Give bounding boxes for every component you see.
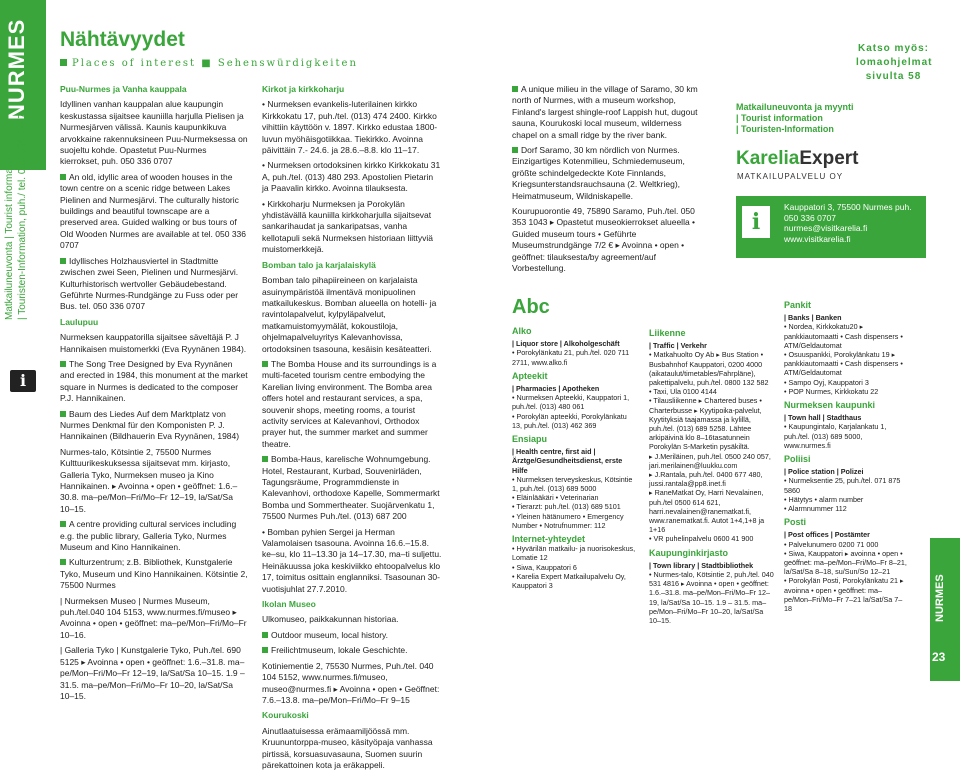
subtitle-text: Places of interest ■ Sehenswürdigkeiten [72, 58, 358, 69]
paragraph: | Galleria Tyko | Kunstgalerie Tyko, Puh./tel. 690 5125 ▸ Avoinna • open • geöffnet: 1.6.–31.8. ma–pe/Mon–Fri/Mo–Fr 12–19, la/Sat/Sa 10–15. 1.9 – 31.5. ma–pe/Mon–Fri/Mo–Fr 10–20, la/Sat/Sa 10–15. [60, 645, 245, 701]
section-heading: Kourukoski [262, 710, 309, 721]
section-heading: Bomban talo ja karjalaiskylä [262, 259, 376, 270]
paragraph-text: Bomba-Haus, karelische Wohnumgebung. Hotel, Restaurant, Kurbad, Souvenirläden, Tagungsräume, Programmdienste in Kalevanhovi, orthodoxe Kapelle, Sommermarkt Bomba und Sommertheater. Suojärvenkatu 1, 75500 Nurmes Puh./tel. (013) 687 200 [262, 454, 440, 522]
paragraph: Ainutlaatuisessa erämaamiljöössä mm. Kruununtorppa-museo, käsityöpaja vanhassa pirtissä, korsuasuvasauna, Suomen suurin pärekattoinen kota ja eräkappeli. [262, 725, 433, 770]
paragraph [60, 256, 248, 313]
service-entry: | Traffic | Verkehr [649, 341, 707, 351]
paragraph: • Kirkkoharju Nurmeksen ja Porokylän yhdistävällä kauniilla kirkkoharjulla sijaitsevat sankarihaudat ja sankaripatsas, vanha kellotapuli sekä Nurmeksen historiaan liittyviä muistomerkkejä. [262, 198, 434, 255]
service-entry: • Palvelunumero 0200 71 000 [784, 539, 879, 549]
paragraph [262, 359, 442, 450]
service-entry: • Siwa, Kauppatori 6 [512, 562, 577, 572]
service-entry: ▸ J.Meriläinen, puh./tel. 0500 240 057, jari.merilainen@luukku.com [649, 451, 771, 470]
page-title: Nähtävyydet [60, 28, 185, 51]
footer-title: NURMES [934, 574, 946, 622]
paragraph [60, 519, 248, 553]
paragraph-text: Idyllisches Holzhausviertel in Stadtmitte zwischen zwei Seen, Pielinen und Nurmesjärvi. Kulturhistorisch wertvoller Gebäudebestand. Geführte Nurmes-Rundgänge zu Fuss oder per Bus. tel. 050 336 0707 [60, 255, 239, 312]
service-entry: | Liquor store | Alkoholgeschäft [512, 339, 620, 349]
logo-subtitle: MATKAILUPALVELU OY [737, 172, 844, 181]
service-entry: • VR puhelinpalvelu 0600 41 900 [649, 534, 754, 544]
page-subtitle [60, 58, 358, 69]
service-entry: | Banks | Banken [784, 313, 842, 323]
service-heading: Internet-yhteydet [512, 534, 586, 545]
service-heading: Posti [784, 517, 807, 528]
service-entry: • Yleinen hätänumero • Emergency Number • Notrufnummer: 112 [512, 511, 624, 530]
service-entry: • Taxi, Ula 0100 4144 [649, 387, 717, 397]
services-column-2 [649, 324, 774, 625]
section-heading: Puu-Nurmes ja Vanha kauppala [60, 84, 187, 94]
paragraph [60, 557, 248, 591]
paragraph-text: An old, idyllic area of wooden houses in the town centre on a scenic ridge between Lakes Pielinen and Nurmesjärvi. The culturally historic buildings and beautiful townscape are a preserved area. Guided walking or bus tours of Old Wooden Nurmes are available at tel. 050 336 0707 [60, 171, 247, 251]
paragraph-text: Freilichtmuseum, lokale Geschichte. [271, 645, 408, 656]
service-entry: • Hätytys • alarm number [784, 494, 864, 504]
service-entry: | Post offices | Postämter [784, 530, 870, 540]
paragraph-text: The Bomba House and its surroundings is a multi-faceted tourism centre embodying the Karelian living environment. The Bomba area offers hotel and restaurant services, a spa, souvenir shops, meeting rooms, a tourist activity services at Kalevanhovi, Orthodox prayer hut, the summer market and summer theatre. [262, 358, 437, 449]
contact-box [736, 196, 926, 258]
service-entry: | Police station | Polizei [784, 467, 864, 477]
square-icon [60, 411, 66, 417]
paragraph-text: Kulturzentrum; z.B. Bibliothek, Kunstgalerie Tyko, Museum und Kino Hannikainen. Kötsintie 2, 75500 Nurmes [60, 557, 248, 591]
logo-text-1: Karelia [736, 148, 800, 169]
paragraph: | Nurmeksen Museo | Nurmes Museum, puh./tel.040 104 5153, www.nurmes.fi/museo ▸ Avoinna • open • geöffnet: ma–pe/Mon–Fri/Mo–Fr 10–16. [60, 595, 247, 640]
service-heading: Poliisi [784, 454, 811, 465]
page-number: 23 [932, 650, 946, 664]
service-entry: • POP Nurmes, Kirkkokatu 22 [784, 386, 879, 396]
service-entry: • Nurmeksen terveyskeskus, Kötsintie 1, puh./tel. (013) 689 5000 [512, 474, 633, 494]
paragraph [512, 145, 707, 202]
service-entry: • Porokylänkatu 21, puh./tel. 020 711 2711, www.alko.fi [512, 348, 630, 367]
service-entry: • Tierarzt: puh./tel. (013) 689 5101 [512, 502, 621, 512]
section-heading: Laulupuu [60, 316, 99, 327]
side-title: NURMES [4, 18, 29, 120]
service-entry: ▸ RaneMatkat Oy, Harri Nevalainen, puh./tel 0500 614 621, harri.nevalainen@ranematkat.fi, www.ranematkat.fi. Autot 1+4,1+8 ja 1+16 [649, 488, 765, 535]
paragraph [262, 454, 442, 522]
square-icon [60, 59, 67, 66]
service-entry: • Kaupungintalo, Karjalankatu 1, puh./tel. (013) 689 5000, www.nurmes.fi [784, 422, 887, 450]
paragraph-text: Dorf Saramo, 30 km nördlich von Nurmes. Einzigartiges Kotenmilieu, Schmiedemuseum, größte schindelgedeckte Kote Finnlands, Kriegsunterstandsrauchsauna (2. Weltkrieg), Heimatmuseum, Wildniskapelle. [512, 145, 685, 201]
service-entry: • Siwa, Kauppatori ▸ avoinna • open • geöffnet: ma–pe/Mon–Fri/Mo–Fr 8–21, la/Sat/Sa 8–18, su/Sun/So 12–21 [784, 548, 907, 577]
paragraph-text: The Song Tree Designed by Eva Ryynänen and erected in 1984, this monument at the market square in Nurmes is dedicated to the composer P.J. Hannikainen. [60, 358, 248, 404]
service-heading: Alko [512, 326, 532, 336]
service-entry: | Town library | Stadtbibliothek [649, 560, 754, 570]
paragraph: • Bomban pyhien Sergei ja Herman Valamolaisen tsasouna. Avoinna 16.6.–15.8. ke–su, klo 11–13.30 ja 14–17.30, ma–ti suljettu. Heinäkuussa joka keskiviikko ehtoopalvelus klo 17, toimitus osittain englanniksi. Tsasounan 30-vuotisjuhlat 27.7.2010. [262, 526, 442, 594]
tourist-info-heading [736, 102, 854, 135]
service-entry: • Porokylän Posti, Porokylänkatu 21 ▸ avoinna • open • geöffnet: ma–pe/Mon–Fri/Mo–Fr 7–21 la/Sat/Sa 7–18 [784, 576, 904, 614]
left-strip [0, 0, 46, 681]
service-entry: • Tilausliikenne ▸ Chartered buses • Charterbusse ▸ Kyytipoika-palvelut, Kyytityksiä taajamassa ja kylillä, puh./tel. (013) 689 5258. Lähtee arkipäivinä klo 8–16tasatunnein Porokylän S-Marketin pysäkiltä. [649, 396, 762, 452]
service-heading: Pankit [784, 300, 812, 310]
column-2 [262, 84, 442, 775]
section-heading: Kirkot ja kirkkoharju [262, 84, 345, 94]
square-icon [60, 174, 66, 180]
column-1 [60, 84, 248, 706]
section-heading: Ikolan Museo [262, 599, 316, 610]
service-entry: | Pharmacies | Apotheken [512, 384, 600, 394]
paragraph-text: Baum des Liedes Auf dem Marktplatz von Nurmes Denkmal für den Komponisten P. J. Hannikainen (Bildhauerin Eva Ryynänen, 1984) [60, 408, 240, 442]
paragraph: Ulkomuseo, paikkakunnan historiaa. [262, 614, 399, 625]
square-icon [262, 456, 268, 462]
contact-text: Kauppatori 3, 75500 Nurmes puh. 050 336 0707 nurmes@visitkarelia.fi www.visitkarelia.fi [784, 202, 912, 244]
service-heading: Liikenne [649, 328, 686, 338]
service-entry: • Osuuspankki, Porokylänkatu 19 ▸ pankkiautomaatti • Cash dispensers • ATM/Geldautomat [784, 350, 903, 378]
service-entry: | Health centre, first aid | Ärztge/Gesundheitsdienst, erste Hilfe [512, 447, 623, 475]
service-heading: Nurmeksen kaupunki [784, 400, 876, 411]
square-icon [60, 559, 66, 565]
side-info-2: | Touristen-Information, puh./ tel. 050 336 0707 [17, 113, 28, 320]
service-entry: • Nurmes-talo, Kötsintie 2, puh./tel. 040 531 4816 ▸ Avoinna • open • geöffnet: 1.6.–31.8. ma–pe/Mon–Fri/Mo–Fr 12–19, la/Sat/Sa 10–15. 1.9 – 31.5. ma–pe/Mon–Fri/Mo–Fr 10–20, la/Sat/Sa 10–15. [649, 570, 774, 626]
tourist-info-line: Matkailuneuvonta ja myynti [736, 102, 854, 112]
paragraph [60, 359, 248, 405]
paragraph: Nurmes-talo, Kötsintie 2, 75500 Nurmes Kulttuurikeskuksessa sijaitsevat mm. kirjasto, Galleria Tyko, Nurmeksen museo ja Kino Hannikainen. ▸ Avoinna • open • geöffnet: 1.6.–30.8. ma–pe/Mon–Fri/Mo–Fr 12–19, la/Sat/Sa 10–15. [60, 446, 238, 514]
paragraph: Kotiniementie 2, 75530 Nurmes, Puh./tel. 040 104 5152, www.nurmes.fi/museo, museo@nurmes.fi ▸ Avoinna • open • Geöffnet: 7.6.–13.8. ma–pe/Mon–Fri/Mo–Fr 9–15 [262, 660, 440, 705]
service-entry: • Nurmeksentie 25, puh./tel. 071 875 5860 [784, 476, 901, 495]
side-info: Matkailuneuvonta | Tourist information [4, 151, 15, 320]
service-entry: • Porokylän apteekki, Porokylänkatu 13, puh./tel. (013) 462 369 [512, 411, 627, 430]
service-entry: • Matkahuolto Oy Ab ▸ Bus Station • Busbahnhof Kauppatori, 0200 4000 (aikataulut/timetables/Fahrpläne), pakettipalvelu, puh./tel. 0800 132 582 [649, 350, 769, 388]
see-also-note: Katso myös: lomaohjelmat sivulta 58 [856, 43, 933, 82]
service-entry: • Sampo Oyj, Kauppatori 3 [784, 377, 869, 387]
square-icon [60, 521, 66, 527]
service-entry: • Nordea, Kirkkokatu20 ▸ pankkiautomaatti • Cash dispensers • ATM/Geldautomat [784, 322, 903, 350]
paragraph-text: A unique milieu in the village of Saramo, 30 km north of Nurmes, with a museum workshop, Finland's largest shingle-roof Lappish hut, dugout sauna, Kourukoski local museum, wilderness chapel on a small ridge by the river bank. [512, 84, 698, 140]
service-entry: • Hyvärilän matkailu- ja nuorisokeskus, Lomatie 12 [512, 544, 636, 563]
paragraph: Kourupuorontie 49, 75890 Saramo, Puh./tel. 050 353 1043 ▸ Opastetut museokierrokset alueella • Guided museum tours • Geführte Museumstrundgänge 7/2 € ▸ Avoinna • open • geöffnet: tilauksesta/by agreement/auf Vorbestellung. [512, 206, 696, 274]
service-entry: | Town hall | Stadthaus [784, 413, 862, 423]
square-icon [262, 361, 268, 367]
service-heading: Apteekit [512, 370, 548, 381]
info-icon: i [742, 206, 770, 238]
info-icon: i [10, 370, 36, 392]
service-entry: • Karelia Expert Matkailupalvelu Oy, Kauppatori 3 [512, 571, 626, 591]
paragraph: • Nurmeksen evankelis-luterilainen kirkko Kirkkokatu 17, puh./tel. (013) 474 2400. Kirkko vihittiin käyttöön v. 1897. Kirkko edustaa 1800-luvun myöhäisgotiikkaa. Tiekirkko. Avoinna päivittäin 7.- 24.6. ja 28.6.–8.8. klo 11–17. [262, 99, 438, 156]
paragraph-text: Outdoor museum, local history. [271, 629, 388, 640]
services-heading: Abc [512, 296, 550, 318]
paragraph: Nurmeksen kauppatorilla sijaitsee säveltäjä P. J Hannikaisen muistomerkki (Eva Ryynänen 1984). [60, 332, 247, 354]
square-icon [60, 361, 66, 367]
services-column-3 [784, 296, 909, 613]
paragraph [60, 409, 248, 443]
paragraph [262, 630, 442, 641]
logo-text-2: Expert [799, 148, 859, 169]
tourist-info-line: | Tourist information [736, 113, 823, 123]
square-icon [512, 86, 518, 92]
paragraph [60, 172, 248, 252]
square-icon [60, 258, 66, 264]
service-entry: • Nurmeksen Apteekki, Kauppatori 1, puh./tel. (013) 480 061 [512, 393, 630, 412]
square-icon [262, 647, 268, 653]
karelia-expert-logo [736, 148, 859, 170]
paragraph: • Nurmeksen ortodoksinen kirkko Kirkkokatu 31 A, puh./tel. (013) 480 293. Apostolien Pietarin ja Paavalin kirkko. Avoinna tilauksesta. [262, 160, 441, 194]
page-header [60, 28, 358, 69]
services-column-1 [512, 322, 637, 590]
service-entry: • Alarmnummer 112 [784, 504, 847, 514]
paragraph-text: A centre providing cultural services including e.g. the public library, Galleria Tyko, Nurmes Museum and Kino Hannikainen. [60, 519, 237, 553]
paragraph: Bomban talo pihapiireineen on karjalaista asuinympäristöä ilmentävä monipuolinen matkailukeskus. Bomban alueella on hotelli- ja ravintolapalvelut, kylpyläpalvelut, matkamuistomyymälät, kokoustiloja, ohjelmapalveluyritys Kalevanhovissa, ortodoksinen tsasouna, kesäisin kesäteatteri. [262, 275, 437, 354]
paragraph [512, 84, 707, 141]
tourist-info-line: | Touristen-Information [736, 124, 834, 134]
service-heading: Kaupunginkirjasto [649, 547, 729, 558]
column-3 [512, 84, 707, 279]
paragraph: Idyllinen vanhan kauppalan alue kaupungin keskustassa sijaitsee kauniilla harjulla Pielisen ja Nurmesjärven välissä. Kaunis kaupunkikuva arvokkaine rakennuksineen Puu-Nurmeksessa on suojeltu kohde. Opastetut Puu-Nurmes kierrokset, puh. 050 336 0707 [60, 99, 248, 167]
service-heading: Ensiapu [512, 434, 548, 445]
square-icon [262, 632, 268, 638]
square-icon [512, 147, 518, 153]
service-entry: • Eläinlääkäri • Veterinarian [512, 493, 599, 503]
service-entry: ▸ J.Rantala, puh./tel. 0400 677 480, jussi.rantala@pp8.inet.fi [649, 470, 763, 489]
paragraph [262, 645, 442, 656]
